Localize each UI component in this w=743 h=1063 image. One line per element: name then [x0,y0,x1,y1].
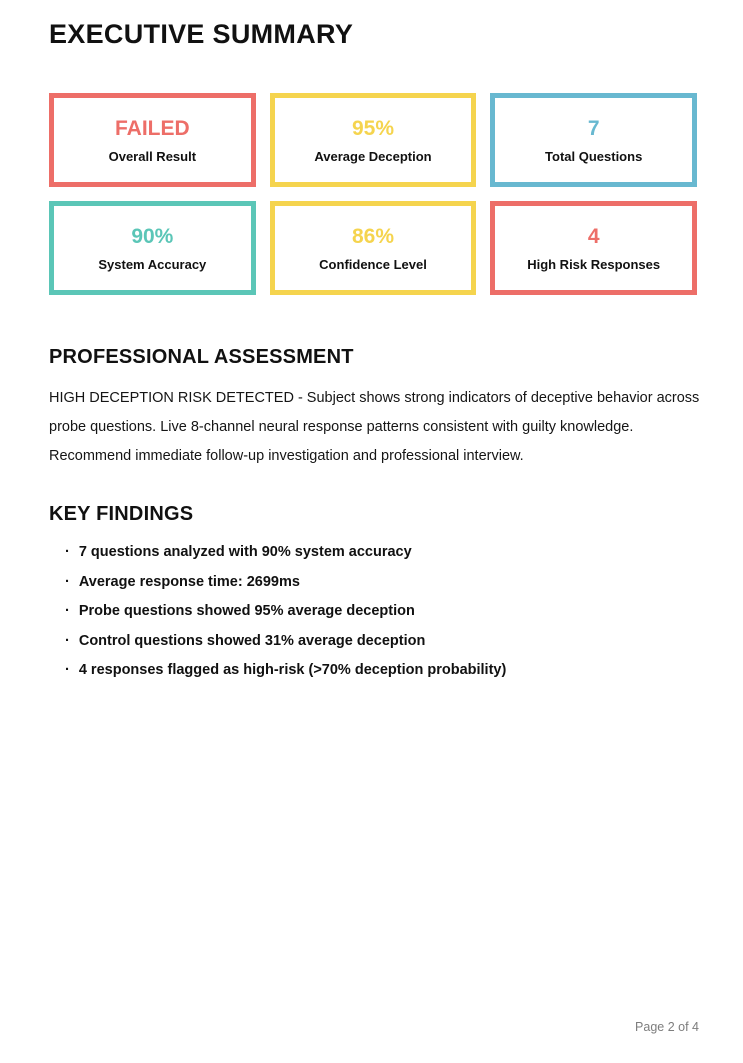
professional-assessment-body: HIGH DECEPTION RISK DETECTED - Subject shows strong indicators of deceptive behavior across probe questions. Live 8-channel neural response patterns consistent with guilty knowledge. Recommend immediate follow-up investigation and professional interview. [49,390,700,464]
key-finding-item: · 4 responses flagged as high-risk (>70% deception probability) [65,656,697,686]
summary-stat-grid [49,93,697,295]
key-finding-item: · Probe questions showed 95% average deception [65,597,697,627]
stat-value-confidence-level: 86% [351,224,394,248]
key-finding-item: · 7 questions analyzed with 90% system accuracy [65,538,697,568]
stat-card-overall-result [49,93,256,187]
report-page [0,19,743,1063]
stat-label-total-questions: Total Questions [545,148,643,164]
stat-value-overall-result: FAILED [114,116,190,140]
page-number: Page 2 of 4 [635,1020,699,1034]
stat-value-average-deception: 95% [351,116,394,140]
key-findings-heading: KEY FINDINGS [49,503,194,525]
stat-value-system-accuracy: 90% [131,224,174,248]
stat-card-confidence-level [270,201,477,295]
page-title: EXECUTIVE SUMMARY [49,19,354,49]
stat-card-average-deception [270,93,477,187]
key-finding-item: · Control questions showed 31% average deception [65,627,697,657]
stat-label-average-deception: Average Deception [314,148,432,164]
key-findings-list [49,538,697,686]
stat-label-confidence-level: Confidence Level [319,256,427,272]
professional-assessment-heading: PROFESSIONAL ASSESSMENT [49,346,354,368]
stat-value-total-questions: 7 [587,116,600,140]
stat-card-total-questions [490,93,697,187]
page-content [0,19,743,686]
stat-value-high-risk-responses: 4 [587,224,600,248]
stat-label-high-risk-responses: High Risk Responses [527,256,661,272]
stat-card-system-accuracy [49,201,256,295]
stat-card-high-risk-responses [490,201,697,295]
stat-label-overall-result: Overall Result [108,148,197,164]
key-finding-item: · Average response time: 2699ms [65,568,697,598]
stat-label-system-accuracy: System Accuracy [98,256,207,272]
